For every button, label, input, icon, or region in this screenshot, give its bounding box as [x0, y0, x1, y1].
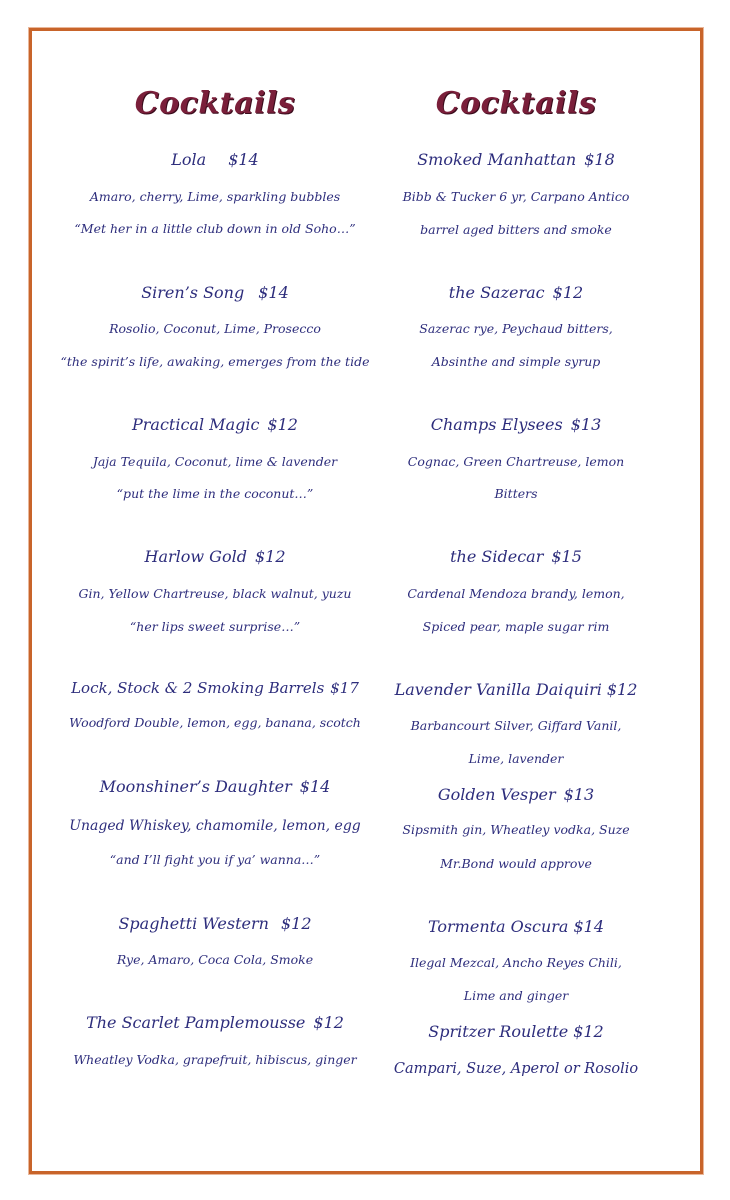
menu-item-name: Tormenta Oscura $14	[427, 917, 605, 936]
menu-item-quote: “the spirit’s life, awaking, emerges from the tide	[60, 354, 370, 369]
menu-item-quote: “her lips sweet surprise…”	[129, 619, 301, 634]
menu-item-name: the Sidecar $15	[450, 547, 582, 566]
menu-item-description: Lime, lavender	[468, 751, 564, 766]
menu-item-description: Woodford Double, lemon, egg, banana, scotch	[69, 715, 361, 730]
menu-item-name: Moonshiner’s Daughter $14	[99, 777, 331, 796]
left-heading: Cocktails	[134, 86, 296, 121]
menu-item-name: Lavender Vanilla Daiquiri $12	[394, 680, 638, 699]
menu-item-description: Wheatley Vodka, grapefruit, hibiscus, ginger	[73, 1052, 357, 1067]
menu-item-description: Cognac, Green Chartreuse, lemon	[407, 454, 625, 469]
menu-item-name: Practical Magic $12	[132, 415, 298, 434]
menu-item-name: Lola $14	[171, 150, 259, 169]
menu-item-description: Cardenal Mendoza brandy, lemon,	[407, 586, 625, 601]
menu-item-description: Gin, Yellow Chartreuse, black walnut, yuzu	[78, 586, 352, 601]
menu-item-quote: “and I’ll fight you if ya’ wanna…”	[109, 852, 321, 867]
menu-item-quote: “put the lime in the coconut…”	[116, 486, 314, 501]
menu-item-description: Ilegal Mezcal, Ancho Reyes Chili,	[410, 955, 622, 970]
menu-item-description: Amaro, cherry, Lime, sparkling bubbles	[89, 189, 341, 204]
menu-item-name: the Sazerac $12	[448, 283, 584, 302]
menu-item-quote: “Met her in a little club down in old Soho…”	[74, 221, 356, 236]
menu-item-description: Bibb & Tucker 6 yr, Carpano Antico	[402, 189, 630, 204]
menu-item-description: Rosolio, Coconut, Lime, Prosecco	[109, 321, 321, 336]
right-heading: Cocktails	[435, 86, 597, 121]
menu-item-name: Golden Vesper $13	[437, 785, 595, 804]
menu-item-name: Siren’s Song $14	[141, 283, 289, 302]
menu-item-description: Barbancourt Silver, Giffard Vanil,	[410, 718, 622, 733]
menu-item-name: Spritzer Roulette $12	[428, 1022, 604, 1041]
menu-item-description: Spiced pear, maple sugar rim	[422, 619, 610, 634]
menu-item-name: Harlow Gold $12	[144, 547, 286, 566]
menu-item-description: Lime and ginger	[463, 988, 569, 1003]
menu-item-name: Champs Elysees $13	[430, 415, 602, 434]
menu-item-description: Sipsmith gin, Wheatley vodka, Suze	[402, 822, 630, 837]
menu-item-name: The Scarlet Pamplemousse $12	[86, 1013, 344, 1032]
menu-item-name: Spaghetti Western $12	[118, 914, 312, 933]
menu-item-description: Rye, Amaro, Coca Cola, Smoke	[116, 952, 314, 967]
menu-item-description: Sazerac rye, Peychaud bitters,	[419, 321, 613, 336]
menu-item-description: Campari, Suze, Aperol or Rosolio	[393, 1061, 639, 1077]
menu-item-description: Unaged Whiskey, chamomile, lemon, egg	[69, 818, 361, 834]
menu-item-name: Lock, Stock & 2 Smoking Barrels $17	[71, 679, 359, 697]
menu-item-name: Smoked Manhattan $18	[417, 150, 615, 169]
menu-item-description: Jaja Tequila, Coconut, lime & lavender	[92, 454, 338, 469]
menu-item-description: barrel aged bitters and smoke	[420, 222, 612, 237]
menu-item-description: Mr.Bond would approve	[440, 856, 592, 871]
menu-item-description: Bitters	[494, 486, 538, 501]
menu-item-description: Absinthe and simple syrup	[431, 354, 601, 369]
